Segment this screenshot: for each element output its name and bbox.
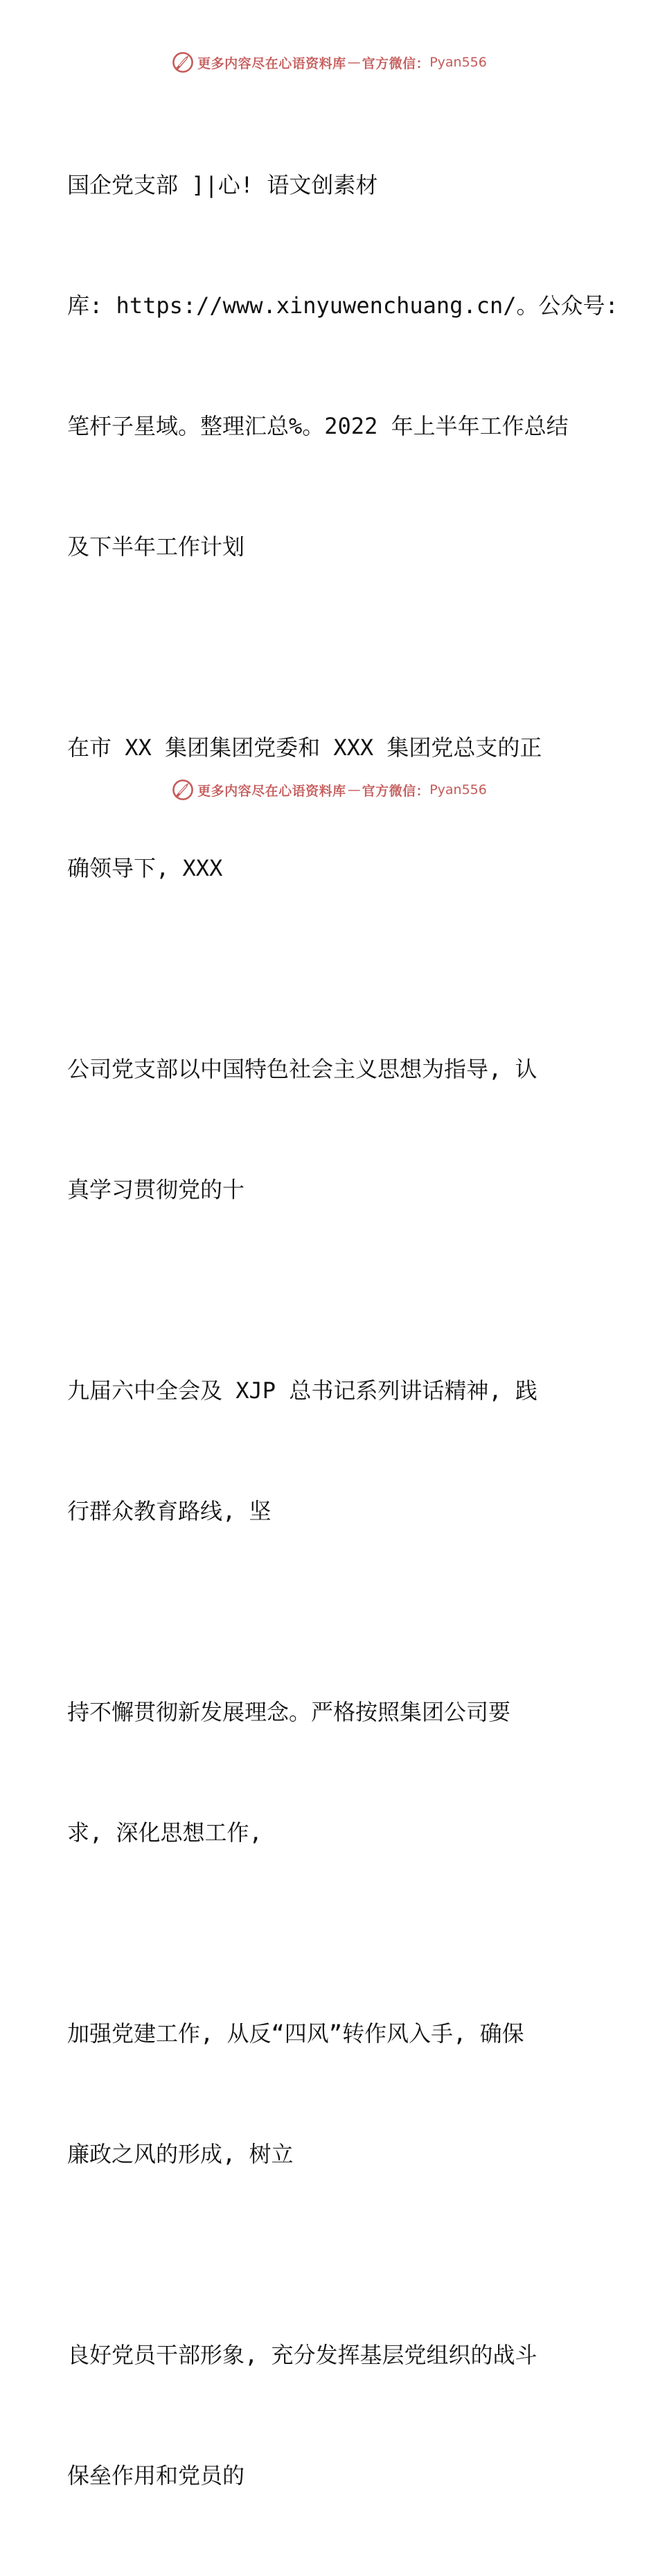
text-line: 及下半年工作计划 bbox=[67, 533, 245, 560]
banner-text: 更多内容尽在心语资料库 bbox=[197, 783, 346, 799]
text-line: 求, 深化思想工作, bbox=[67, 1819, 263, 1846]
banner-text: 更多内容尽在心语资料库 bbox=[197, 55, 346, 71]
text-line: 国企党支部 ]|心! 语文创素材 bbox=[67, 172, 378, 198]
text-line: 在市 XX 集团集团党委和 XXX 集团党总支的正 bbox=[67, 734, 542, 761]
text-line: 持不懈贯彻新发展理念。严格按照集团公司要 bbox=[67, 1699, 511, 1725]
text-line: 真学习贯彻党的十 bbox=[67, 1176, 245, 1203]
document-body bbox=[67, 85, 619, 2576]
banner-wechat-id: Pyan556 bbox=[429, 55, 487, 70]
paragraph-2 bbox=[67, 647, 594, 969]
quill-pen-logo-icon bbox=[171, 778, 195, 802]
banner-separator: — bbox=[347, 782, 361, 797]
text-line: 保垒作用和党员的 bbox=[67, 2462, 245, 2489]
text-line: 库: https://www.xinyuwenchuang.cn/。公众号: bbox=[67, 292, 619, 319]
text-line: 加强党建工作, 从反“四风”转作风入手, 确保 bbox=[67, 2020, 524, 2047]
text-line: 公司党支部以中国特色社会主义思想为指导, 认 bbox=[67, 1056, 537, 1082]
text-line: 确领导下, XXX bbox=[67, 855, 223, 881]
text-line: 九届六中全会及 XJP 总书记系列讲话精神, 践 bbox=[67, 1377, 537, 1404]
paragraph-7 bbox=[67, 2255, 594, 2576]
text-line: 笔杆子星域。整理汇总%。2022 年上半年工作总结 bbox=[67, 413, 569, 439]
banner-wechat-id: Pyan556 bbox=[429, 782, 487, 797]
text-line: 行群众教育路线, 坚 bbox=[67, 1498, 272, 1524]
paragraph-5 bbox=[67, 1612, 594, 1933]
text-line: 廉政之风的形成, 树立 bbox=[67, 2141, 294, 2167]
paragraph-3 bbox=[67, 969, 594, 1290]
paragraph-6 bbox=[67, 1933, 594, 2255]
paragraph-1 bbox=[67, 85, 619, 647]
paragraph-4 bbox=[67, 1290, 594, 1612]
banner-wechat-label: 官方微信： bbox=[362, 783, 430, 799]
banner-separator: — bbox=[347, 55, 361, 70]
text-line: 良好党员干部形象, 充分发挥基层党组织的战斗 bbox=[67, 2342, 537, 2368]
quill-pen-logo-icon bbox=[171, 51, 195, 74]
footer-watermark-banner bbox=[0, 777, 658, 802]
header-watermark-banner bbox=[0, 50, 658, 75]
banner-wechat-label: 官方微信： bbox=[362, 55, 430, 71]
